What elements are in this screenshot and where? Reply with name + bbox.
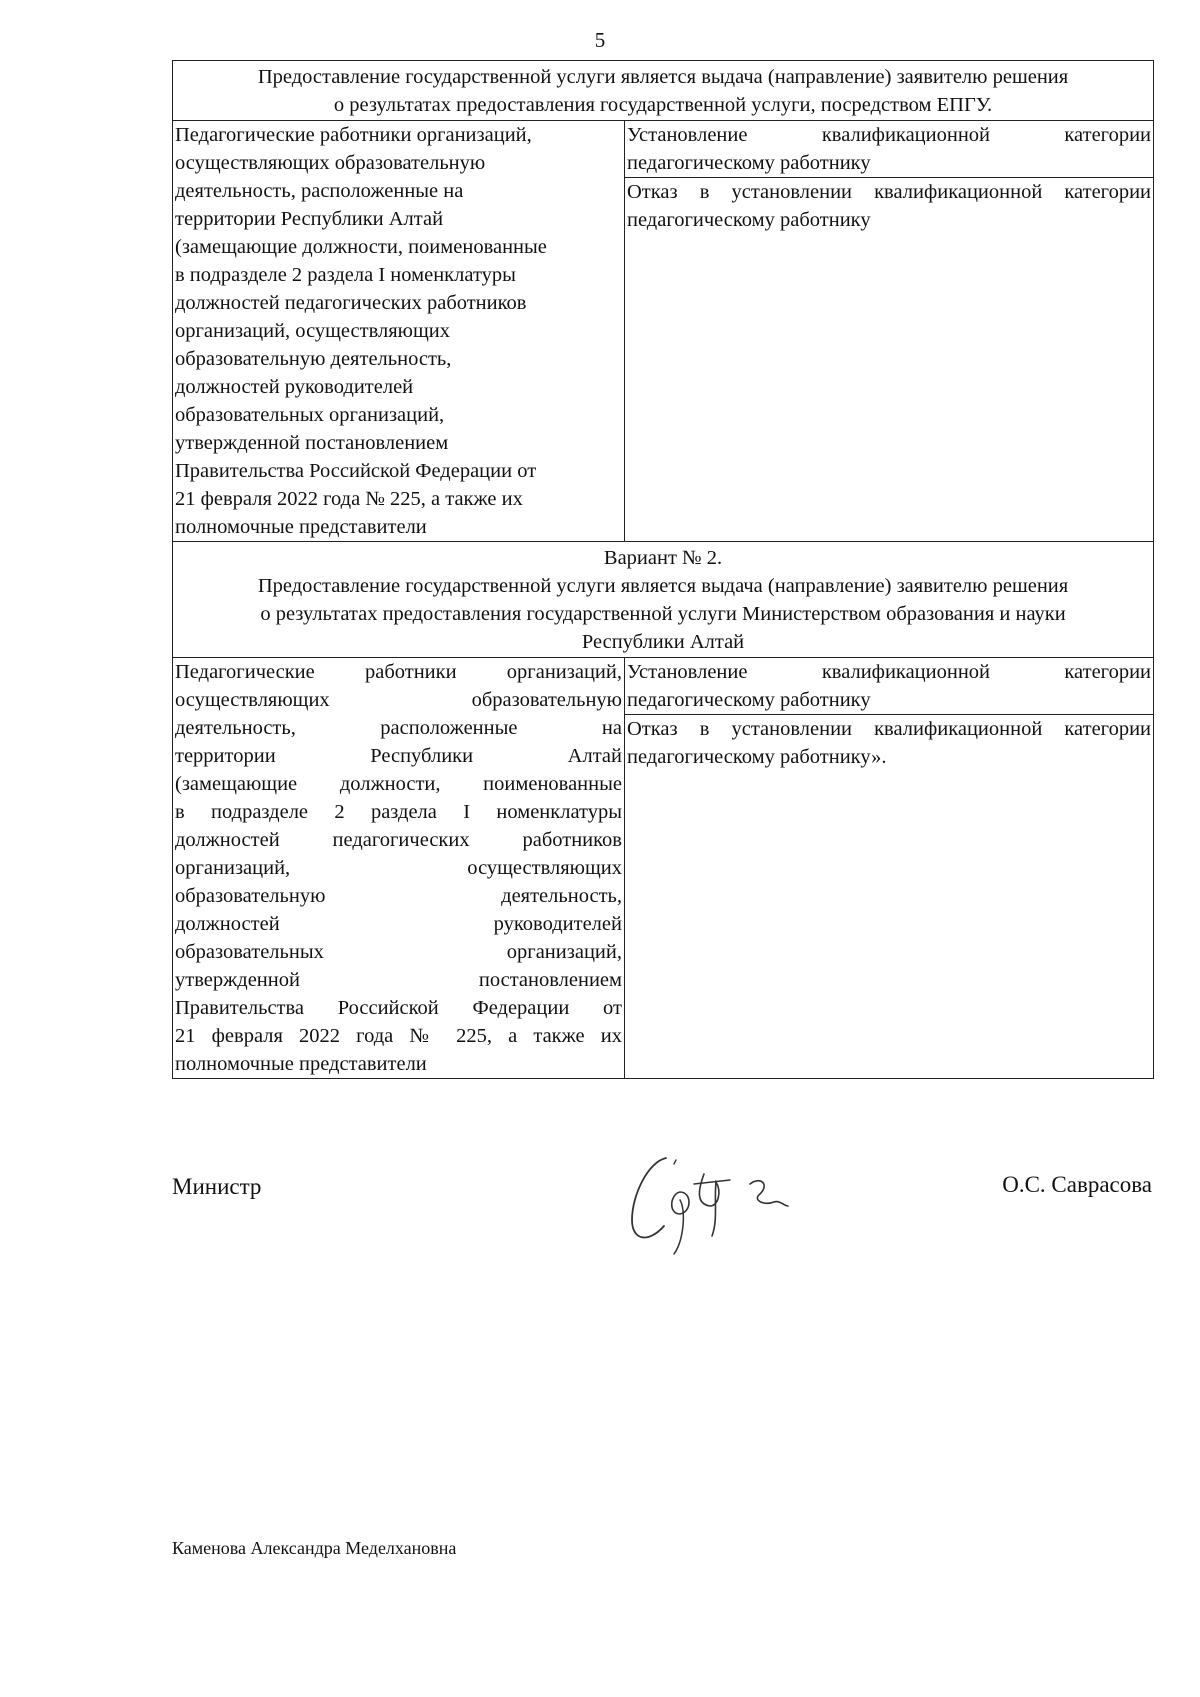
variant1-applicant-line: 21 февраля 2022 года № 225, а также их: [175, 488, 523, 510]
variant1-applicant-line: полномочные представители: [175, 516, 427, 538]
handwritten-signature: [618, 1140, 818, 1260]
variant2-applicant-line: осуществляющих образовательную: [175, 689, 622, 711]
variant2-applicant-line: полномочные представители: [175, 1053, 427, 1075]
variant2-result-approval: Установление квалификационной категории педагогическому работнику: [625, 658, 1154, 715]
variant1-applicant-line: территории Республики Алтай: [175, 208, 444, 230]
variant2-result-refusal: Отказ в установлении квалификационной категории педагогическому работнику».: [625, 715, 1154, 1079]
variant1-applicant-line: образовательных организаций,: [175, 404, 445, 426]
variant2-heading-line2: Предоставление государственной услуги является выдача (направление) заявителю решения: [257, 575, 1069, 597]
variant2-applicant-line: территории Республики Алтай: [175, 745, 622, 767]
variant2-applicant-line: организаций, осуществляющих: [175, 857, 622, 879]
variant1-applicant-line: образовательную деятельность,: [175, 348, 452, 370]
variant1-applicant-line: организаций, осуществляющих: [175, 320, 450, 342]
executor-name: Каменова Александра Меделхановна: [172, 1538, 457, 1558]
variant1-heading-cell: [173, 61, 1154, 121]
variant1-applicant-line: утвержденной постановлением: [175, 432, 449, 454]
variant1-applicant-line: должностей педагогических работников: [175, 292, 527, 314]
variant2-applicant-line: должностей руководителей: [175, 913, 622, 935]
variant2-applicant-line: образовательную деятельность,: [175, 885, 622, 907]
variant2-applicant-cell: [173, 658, 625, 1079]
variant2-heading-row: [173, 542, 1154, 658]
variant1-applicant-line: деятельность, расположенные на: [175, 180, 464, 202]
services-variants-table: [172, 60, 1154, 1079]
variant1-heading-line1: Предоставление государственной услуги является выдача (направление) заявителю решения: [257, 66, 1069, 88]
variant2-applicant-line: деятельность, расположенные на: [175, 717, 622, 739]
variant2-heading-line1: Вариант № 2.: [603, 547, 723, 569]
variant1-heading-line2: о результатах предоставления государственной услуги, посредством ЕПГУ.: [333, 94, 993, 116]
variant2-heading-line3: о результатах предоставления государственной услуги Министерством образования и науки: [260, 603, 1066, 625]
variant2-applicant-line: образовательных организаций,: [175, 941, 622, 963]
variant2-heading-cell: [173, 542, 1154, 658]
variant1-applicant-cell: [173, 121, 625, 542]
variant2-applicant-line: утвержденной постановлением: [175, 969, 622, 991]
variant2-applicant-line: Педагогические работники организаций,: [175, 661, 622, 683]
variant1-applicant-line: в подразделе 2 раздела I номенклатуры: [175, 264, 516, 286]
variant2-applicant-line: (замещающие должности, поименованные: [175, 773, 622, 795]
page-number: 5: [594, 28, 606, 52]
variant1-applicant-line: Педагогические работники организаций,: [175, 124, 532, 146]
variant1-result-refusal: Отказ в установлении квалификационной категории педагогическому работнику: [625, 178, 1154, 542]
signatory-position: Министр: [172, 1174, 262, 1199]
variant1-row-approval: [173, 121, 1154, 178]
variant1-heading-row: [173, 61, 1154, 121]
variant2-row-approval: [173, 658, 1154, 715]
variant2-applicant-line: должностей педагогических работников: [175, 829, 622, 851]
variant2-applicant-line: Правительства Российской Федерации от: [175, 997, 622, 1019]
variant1-applicant-line: осуществляющих образовательную: [175, 152, 486, 174]
variant2-applicant-line: 21 февраля 2022 года № 225, а также их: [175, 1025, 622, 1047]
variant2-applicant-line: в подразделе 2 раздела I номенклатуры: [175, 801, 622, 823]
variant1-applicant-line: (замещающие должности, поименованные: [175, 236, 547, 258]
variant1-applicant-line: Правительства Российской Федерации от: [175, 460, 537, 482]
variant1-result-approval: Установление квалификационной категории педагогическому работнику: [625, 121, 1154, 178]
variant1-applicant-line: должностей руководителей: [175, 376, 414, 398]
variant2-heading-line4: Республики Алтай: [581, 631, 745, 653]
signatory-name: О.С. Саврасова: [1002, 1172, 1152, 1197]
